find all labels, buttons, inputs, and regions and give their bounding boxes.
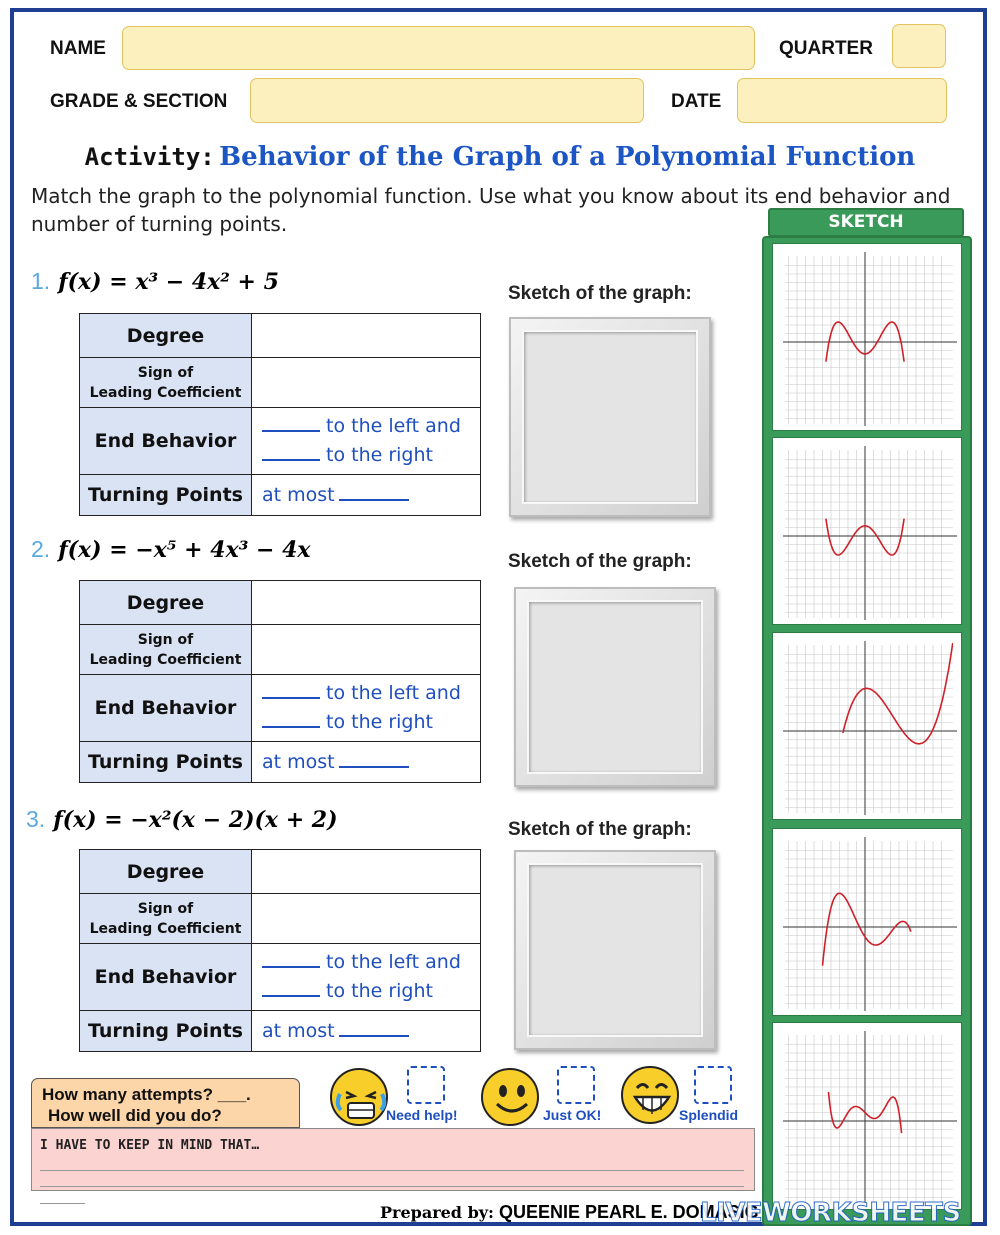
sign-label: Sign of Leading Coefficient xyxy=(80,625,252,675)
turning-points-answer[interactable]: at most xyxy=(252,475,481,516)
activity-name: Behavior of the Graph of a Polynomial Function xyxy=(219,142,916,172)
problem-function: f(x) = x³ − 4x² + 5 xyxy=(58,269,279,295)
graph-w-shape-up-icon xyxy=(773,438,963,626)
activity-title xyxy=(0,142,1000,172)
name-field[interactable] xyxy=(122,26,755,70)
sketch-label: Sketch of the graph: xyxy=(508,819,692,840)
end-behavior-label: End Behavior xyxy=(80,944,252,1011)
sketch-panel-title: SKETCH xyxy=(768,208,964,237)
sketch-drop-box[interactable] xyxy=(509,317,711,517)
end-behavior-answer[interactable]: to the left and to the right xyxy=(252,675,481,742)
turning-points-answer[interactable]: at most xyxy=(252,742,481,783)
problem-1-heading xyxy=(31,268,279,295)
quarter-field[interactable] xyxy=(892,24,946,68)
sketch-drop-box[interactable] xyxy=(514,587,716,787)
problem-number: 3. xyxy=(26,806,46,832)
sign-answer[interactable] xyxy=(252,894,481,944)
graph-card-5[interactable] xyxy=(772,1022,962,1210)
grinning-face-icon xyxy=(621,1066,679,1124)
grade-section-field[interactable] xyxy=(250,78,644,123)
graph-card-1[interactable] xyxy=(772,243,962,431)
rating-label-just-ok: Just OK! xyxy=(543,1107,602,1123)
problem-2-heading xyxy=(31,536,311,563)
right-blank[interactable] xyxy=(262,714,320,728)
name-label: NAME xyxy=(50,38,106,59)
graph-two-humps-down-icon xyxy=(773,244,963,432)
end-behavior-answer[interactable]: to the left and to the right xyxy=(252,408,481,475)
sketch-label: Sketch of the graph: xyxy=(508,551,692,572)
left-blank[interactable] xyxy=(262,418,320,432)
problem-3-heading xyxy=(26,806,338,833)
problem-function: f(x) = −x²(x − 2)(x + 2) xyxy=(53,807,338,833)
smiling-face-icon xyxy=(481,1068,539,1126)
problem-number: 2. xyxy=(31,536,51,562)
degree-answer[interactable] xyxy=(252,314,481,358)
prepared-label: Prepared by: xyxy=(380,1203,494,1222)
turning-blank[interactable] xyxy=(339,754,409,768)
rating-checkbox-just-ok[interactable] xyxy=(557,1066,595,1104)
activity-label: Activity: xyxy=(84,143,215,171)
turning-blank[interactable] xyxy=(339,487,409,501)
sign-label: Sign of Leading Coefficient xyxy=(80,358,252,408)
writing-line xyxy=(40,1203,85,1204)
graph-card-3[interactable] xyxy=(772,632,962,820)
turning-points-label: Turning Points xyxy=(80,475,252,516)
prepared-name: QUEENIE PEARL E. DOMASIG xyxy=(498,1202,759,1222)
sketch-drop-box[interactable] xyxy=(514,850,716,1050)
crying-face-icon xyxy=(330,1068,388,1126)
problem-2-table xyxy=(79,580,481,783)
problem-1-table xyxy=(79,313,481,516)
degree-answer[interactable] xyxy=(252,581,481,625)
rating-checkbox-need-help[interactable] xyxy=(407,1066,445,1104)
problem-number: 1. xyxy=(31,268,51,294)
turning-blank[interactable] xyxy=(339,1023,409,1037)
keep-in-mind-text: I HAVE TO KEEP IN MIND THAT… xyxy=(40,1138,260,1153)
graph-cubic-up-icon xyxy=(773,633,963,821)
turning-points-label: Turning Points xyxy=(80,1011,252,1052)
turning-points-answer[interactable]: at most xyxy=(252,1011,481,1052)
instructions: Match the graph to the polynomial function. Use what you know about its end behavior and number of turning points. xyxy=(31,184,951,236)
right-blank[interactable] xyxy=(262,447,320,461)
date-field[interactable] xyxy=(737,78,947,123)
writing-line xyxy=(40,1186,744,1187)
end-behavior-label: End Behavior xyxy=(80,675,252,742)
end-behavior-answer[interactable]: to the left and to the right xyxy=(252,944,481,1011)
how-well-text: How well did you do? xyxy=(48,1106,222,1125)
attempts-box xyxy=(31,1078,300,1128)
problem-3-table xyxy=(79,849,481,1052)
grade-section-label: GRADE & SECTION xyxy=(50,91,228,112)
problem-function: f(x) = −x⁵ + 4x³ − 4x xyxy=(58,537,311,563)
rating-label-splendid: Splendid xyxy=(679,1107,739,1123)
graph-quintic-down-icon xyxy=(773,1023,963,1211)
degree-answer[interactable] xyxy=(252,850,481,894)
quarter-label: QUARTER xyxy=(779,38,873,59)
rating-label-need-help: Need help! xyxy=(386,1107,458,1123)
right-blank[interactable] xyxy=(262,983,320,997)
left-blank[interactable] xyxy=(262,954,320,968)
graph-card-2[interactable] xyxy=(772,437,962,625)
sign-answer[interactable] xyxy=(252,625,481,675)
turning-points-label: Turning Points xyxy=(80,742,252,783)
watermark-logo: LIVEWORKSHEETS xyxy=(700,1198,961,1228)
graph-down-wiggle-icon xyxy=(773,829,963,1017)
sketch-label: Sketch of the graph: xyxy=(508,283,692,304)
left-blank[interactable] xyxy=(262,685,320,699)
sign-label: Sign of Leading Coefficient xyxy=(80,894,252,944)
degree-label: Degree xyxy=(80,314,252,358)
writing-line xyxy=(40,1170,744,1171)
attempts-text: How many attempts? ___. xyxy=(42,1085,251,1104)
date-label: DATE xyxy=(671,91,722,112)
degree-label: Degree xyxy=(80,581,252,625)
rating-checkbox-splendid[interactable] xyxy=(694,1066,732,1104)
sign-answer[interactable] xyxy=(252,358,481,408)
degree-label: Degree xyxy=(80,850,252,894)
graph-card-4[interactable] xyxy=(772,828,962,1016)
end-behavior-label: End Behavior xyxy=(80,408,252,475)
